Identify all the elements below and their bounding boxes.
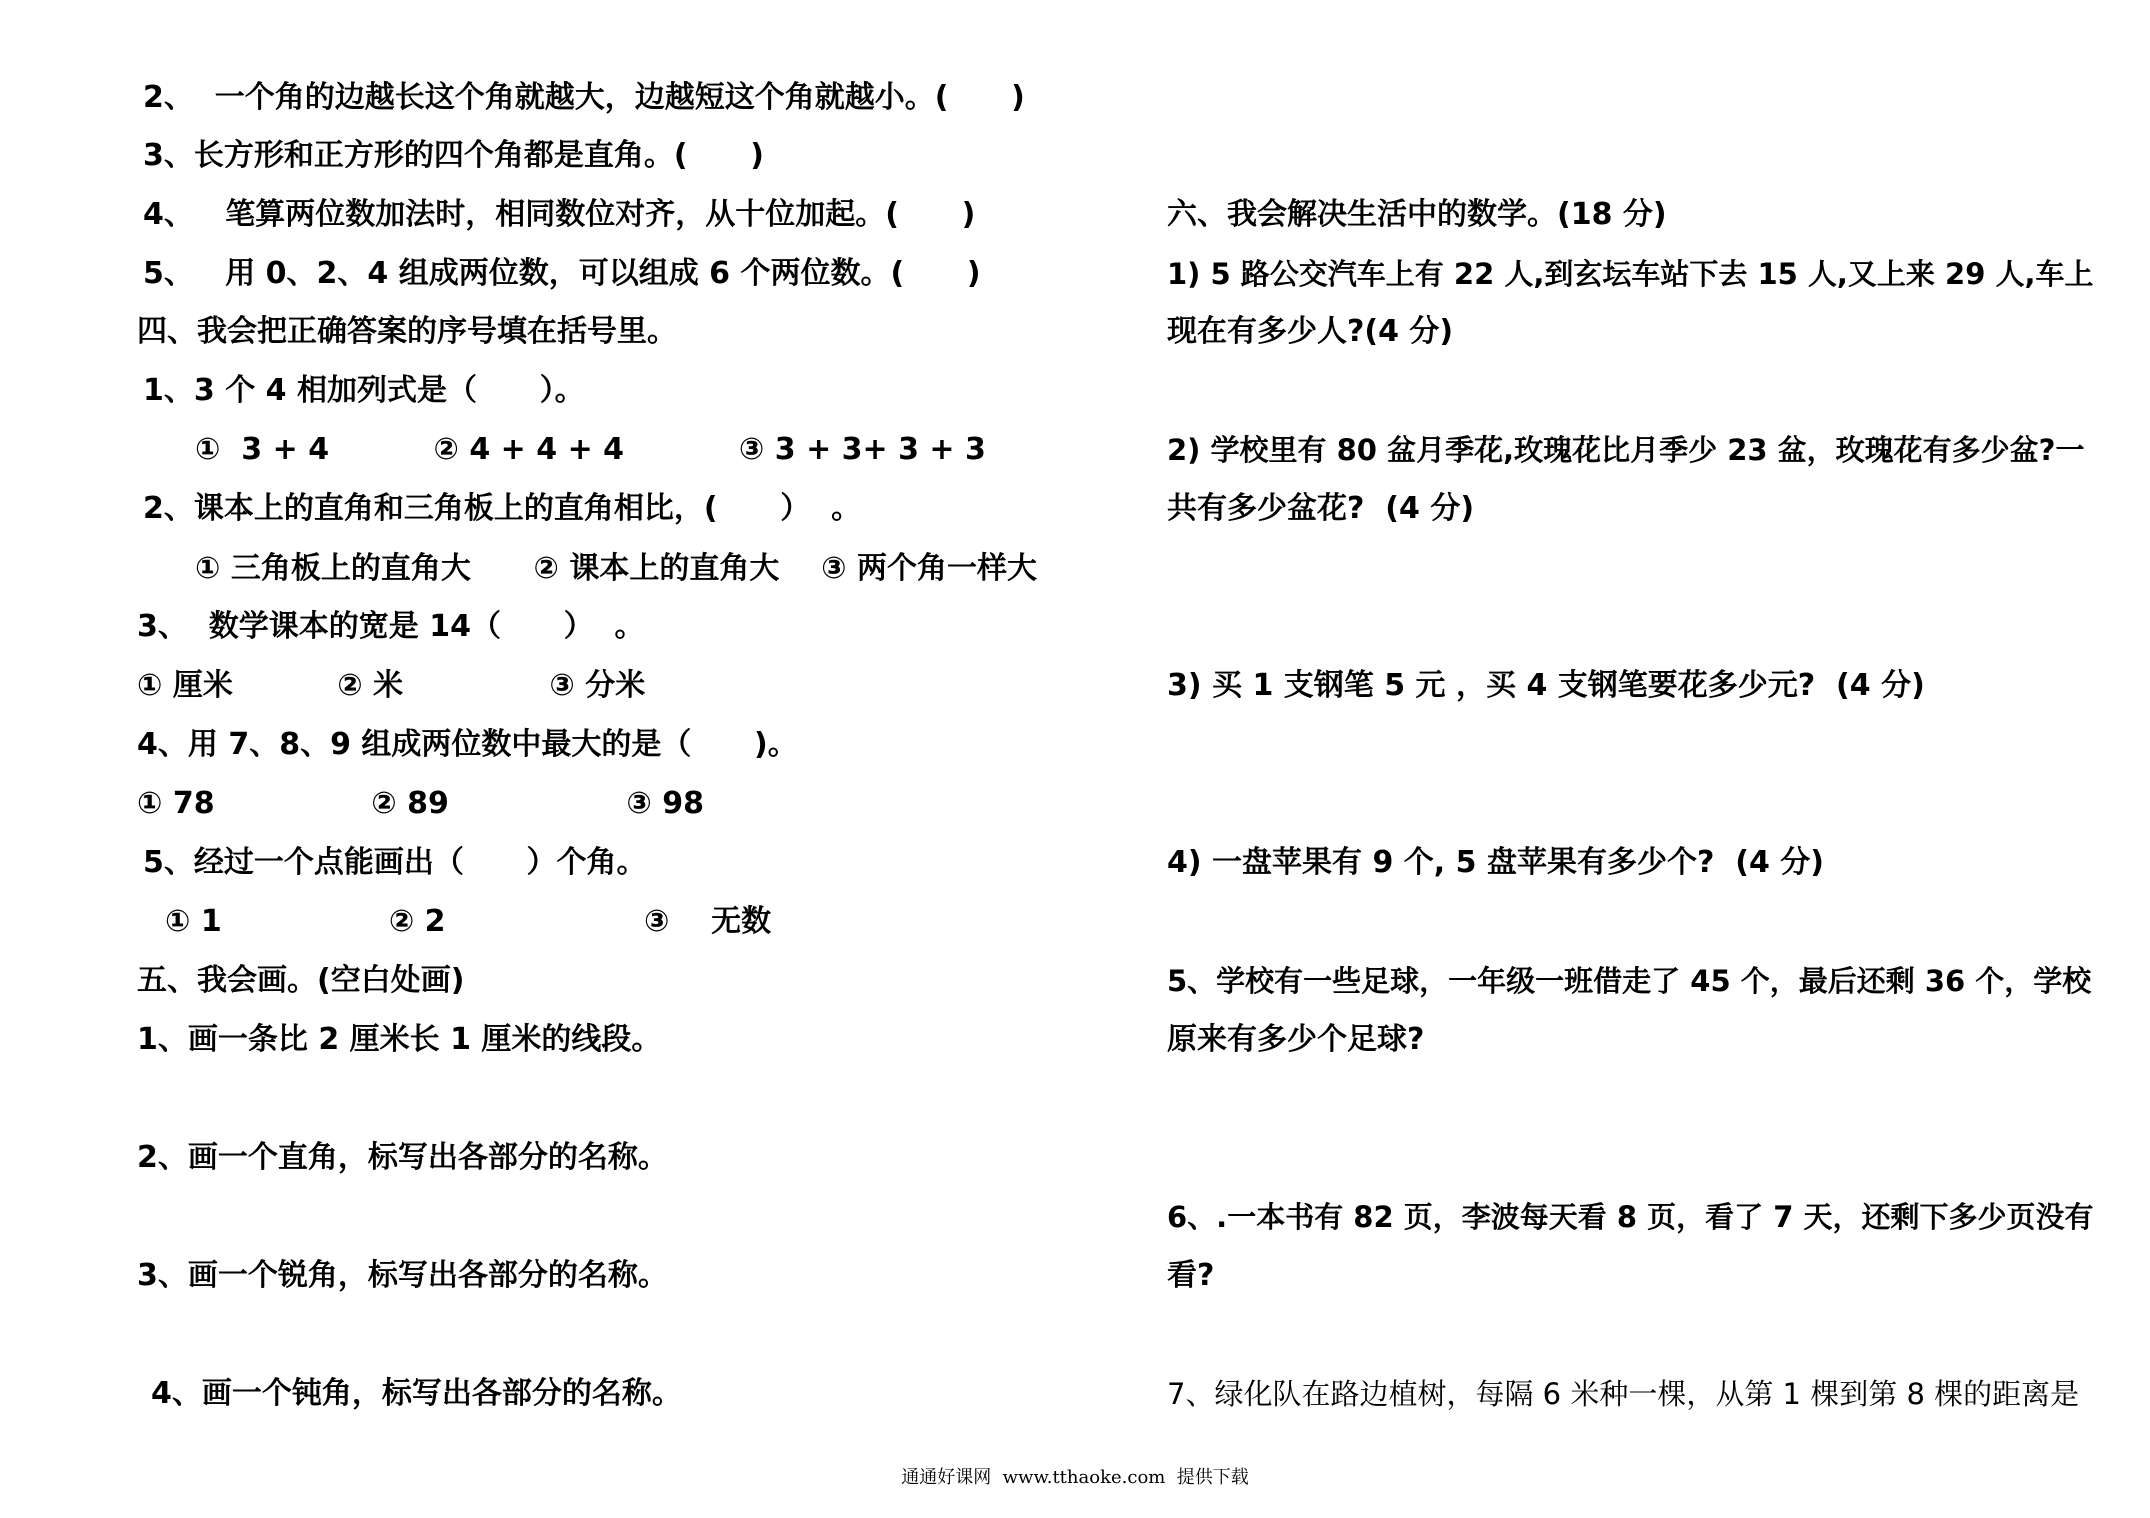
word-problem-6-line-1: 6、.一本书有 82 页，李波每天看 8 页，看了 7 天，还剩下多少页没有 xyxy=(1167,1200,2094,1234)
section-4-title: 四、我会把正确答案的序号填在括号里。 xyxy=(137,314,677,349)
mc-question-4: 4、用 7、8、9 组成两位数中最大的是（ )。 xyxy=(137,727,798,762)
word-problem-5-line-2: 原来有多少个足球? xyxy=(1167,1022,1425,1057)
word-problem-7-line-1: 7、绿化队在路边植树，每隔 6 米种一棵，从第 1 棵到第 8 棵的距离是 xyxy=(1167,1377,2080,1411)
section-5-title: 五、我会画。(空白处画) xyxy=(137,963,465,998)
word-problem-5-line-1: 5、学校有一些足球，一年级一班借走了 45 个，最后还剩 36 个，学校 xyxy=(1167,964,2092,998)
draw-task-4: 4、画一个钝角，标写出各部分的名称。 xyxy=(151,1376,682,1411)
word-problem-2-line-1: 2) 学校里有 80 盆月季花,玫瑰花比月季少 23 盆，玫瑰花有多少盆?一 xyxy=(1167,433,2085,467)
word-problem-1-line-1: 1) 5 路公交汽车上有 22 人,到玄坛车站下去 15 人,又上来 29 人,车上 xyxy=(1167,257,2094,291)
draw-task-3: 3、画一个锐角，标写出各部分的名称。 xyxy=(137,1258,668,1293)
draw-task-1: 1、画一条比 2 厘米长 1 厘米的线段。 xyxy=(137,1022,662,1057)
word-problem-1-line-2: 现在有多少人?(4 分) xyxy=(1167,314,1454,349)
mc-options-2: ① 三角板上的直角大 ② 课本上的直角大 ③ 两个角一样大 xyxy=(195,551,1037,586)
word-problem-3: 3) 买 1 支钢笔 5 元 ，买 4 支钢笔要花多少元? (4 分) xyxy=(1167,668,1925,703)
mc-question-3: 3、 数学课本的宽是 14（ ） 。 xyxy=(137,609,645,644)
draw-task-2: 2、画一个直角，标写出各部分的名称。 xyxy=(137,1140,668,1175)
mc-question-5: 5、经过一个点能画出（ ）个角。 xyxy=(143,845,647,880)
mc-options-3: ① 厘米 ② 米 ③ 分米 xyxy=(137,668,646,703)
section-6-title: 六、我会解决生活中的数学。(18 分) xyxy=(1167,197,1667,232)
mc-question-1: 1、3 个 4 相加列式是（ ）。 xyxy=(143,373,585,408)
word-problem-2-line-2: 共有多少盆花? (4 分) xyxy=(1167,491,1475,526)
mc-question-2: 2、课本上的直角和三角板上的直角相比，( ） 。 xyxy=(143,491,862,526)
mc-options-1: ① 3 + 4 ② 4 + 4 + 4 ③ 3 + 3+ 3 + 3 xyxy=(195,432,986,467)
word-problem-6-line-2: 看? xyxy=(1167,1258,1215,1293)
mc-options-4: ① 78 ② 89 ③ 98 xyxy=(137,786,704,821)
mc-options-5: ① 1 ② 2 ③ 无数 xyxy=(165,904,772,939)
footer-source: 通通好课网 www.tthaoke.com 提供下载 xyxy=(901,1467,1249,1488)
true-false-item-4: 4、 笔算两位数加法时，相同数位对齐，从十位加起。( ) xyxy=(143,197,976,232)
true-false-item-3: 3、长方形和正方形的四个角都是直角。( ) xyxy=(143,138,764,173)
true-false-item-2: 2、 一个角的边越长这个角就越大，边越短这个角就越小。( ) xyxy=(143,80,1025,115)
true-false-item-5: 5、 用 0、2、4 组成两位数，可以组成 6 个两位数。( ) xyxy=(143,256,981,291)
word-problem-4: 4) 一盘苹果有 9 个, 5 盘苹果有多少个? (4 分) xyxy=(1167,845,1824,880)
